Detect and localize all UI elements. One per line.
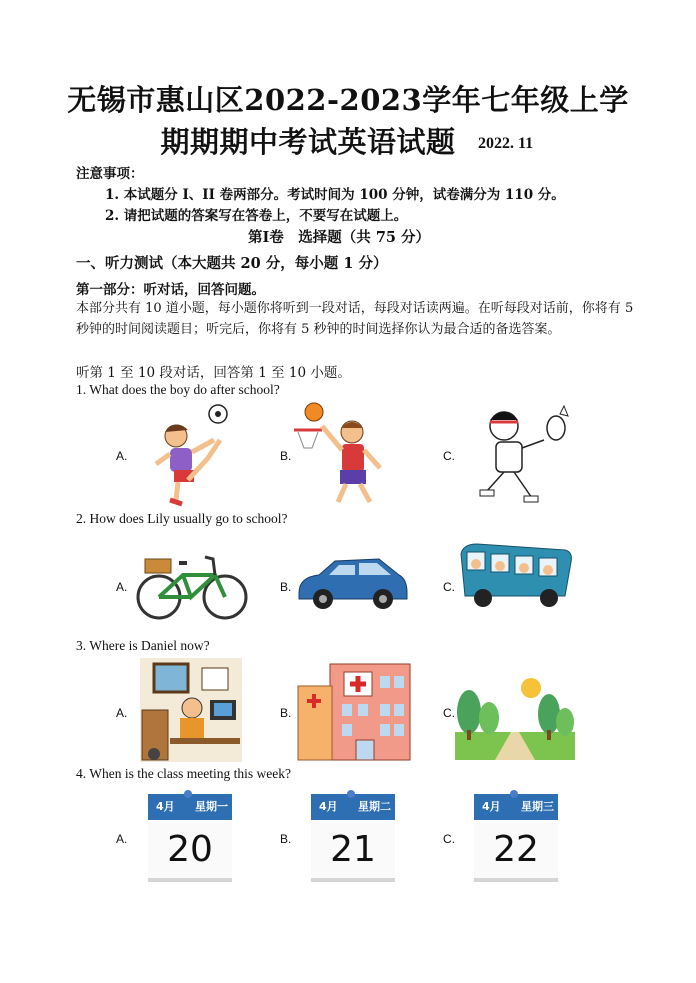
- hospital-image: [296, 658, 414, 762]
- q1-option-b[interactable]: B.: [280, 449, 292, 463]
- exam-title-line1: 无锡市惠山区2022-2023学年七年级上学: [67, 83, 629, 117]
- q2-option-b[interactable]: B.: [280, 580, 292, 594]
- q4-option-a[interactable]: A.: [116, 832, 128, 846]
- notes-heading: 注意事项：: [76, 166, 144, 182]
- calendar-c-day: 22: [474, 822, 558, 882]
- q2-option-a[interactable]: A.: [116, 580, 128, 594]
- calendar-b: [311, 794, 395, 882]
- car-image: [295, 553, 410, 613]
- q2-option-c[interactable]: C.: [443, 580, 455, 594]
- park-image: [455, 672, 575, 760]
- calendar-c-month: 4月: [482, 800, 501, 813]
- exam-title-line2: 期期期中考试英语试题: [160, 125, 456, 159]
- calendar-a: [148, 794, 232, 882]
- part-heading: 第一部分：听对话，回答问题。: [76, 282, 265, 298]
- calendar-c: [474, 794, 558, 882]
- notes-item-1: 1. 本试题分 I、II 卷两部分。考试时间为 100 分钟，试卷满分为 110 分。: [105, 187, 565, 203]
- study-room-image: [140, 658, 242, 762]
- listening-instruction: 听第 1 至 10 段对话，回答第 1 至 10 小题。: [76, 365, 351, 381]
- calendar-b-month: 4月: [319, 800, 338, 813]
- section-title: 一、听力测试（本大题共 20 分，每小题 1 分）: [76, 255, 388, 272]
- q3-option-a[interactable]: A.: [116, 706, 128, 720]
- volume-title: 第Ⅰ卷 选择题（共 75 分）: [248, 229, 431, 246]
- question-2: 2. How does Lily usually go to school?: [76, 511, 288, 526]
- boy-basketball-image: [292, 402, 392, 508]
- calendar-b-day: 21: [311, 822, 395, 882]
- exam-date: 2022. 11: [478, 135, 534, 152]
- calendar-b-weekday: 星期二: [358, 800, 391, 813]
- calendar-a-weekday: 星期一: [195, 800, 228, 813]
- part-description: 本部分共有 10 道小题，每小题你将听到一段对话，每段对话读两遍。在听每段对话前，你将有 5 秒钟的时间阅读题目；听完后，你将有 5 秒钟的时间选择你认为最合适的备选答案。: [76, 301, 634, 337]
- notes-item-2: 2. 请把试题的答案写在答卷上，不要写在试题上。: [105, 208, 408, 224]
- q4-option-b[interactable]: B.: [280, 832, 292, 846]
- bicycle-image: [135, 545, 250, 623]
- question-4: 4. When is the class meeting this week?: [76, 766, 291, 781]
- q1-option-c[interactable]: C.: [443, 449, 455, 463]
- q3-option-c[interactable]: C.: [443, 706, 455, 720]
- boy-badminton-image: [476, 400, 576, 508]
- calendar-a-day: 20: [148, 822, 232, 882]
- question-3: 3. Where is Daniel now?: [76, 638, 210, 653]
- bus-image: [457, 540, 575, 612]
- calendar-a-month: 4月: [156, 800, 175, 813]
- question-1: 1. What does the boy do after school?: [76, 382, 280, 397]
- q1-option-a[interactable]: A.: [116, 449, 128, 463]
- calendar-c-weekday: 星期三: [521, 800, 554, 813]
- q4-option-c[interactable]: C.: [443, 832, 455, 846]
- boy-soccer-image: [148, 400, 238, 508]
- q3-option-b[interactable]: B.: [280, 706, 292, 720]
